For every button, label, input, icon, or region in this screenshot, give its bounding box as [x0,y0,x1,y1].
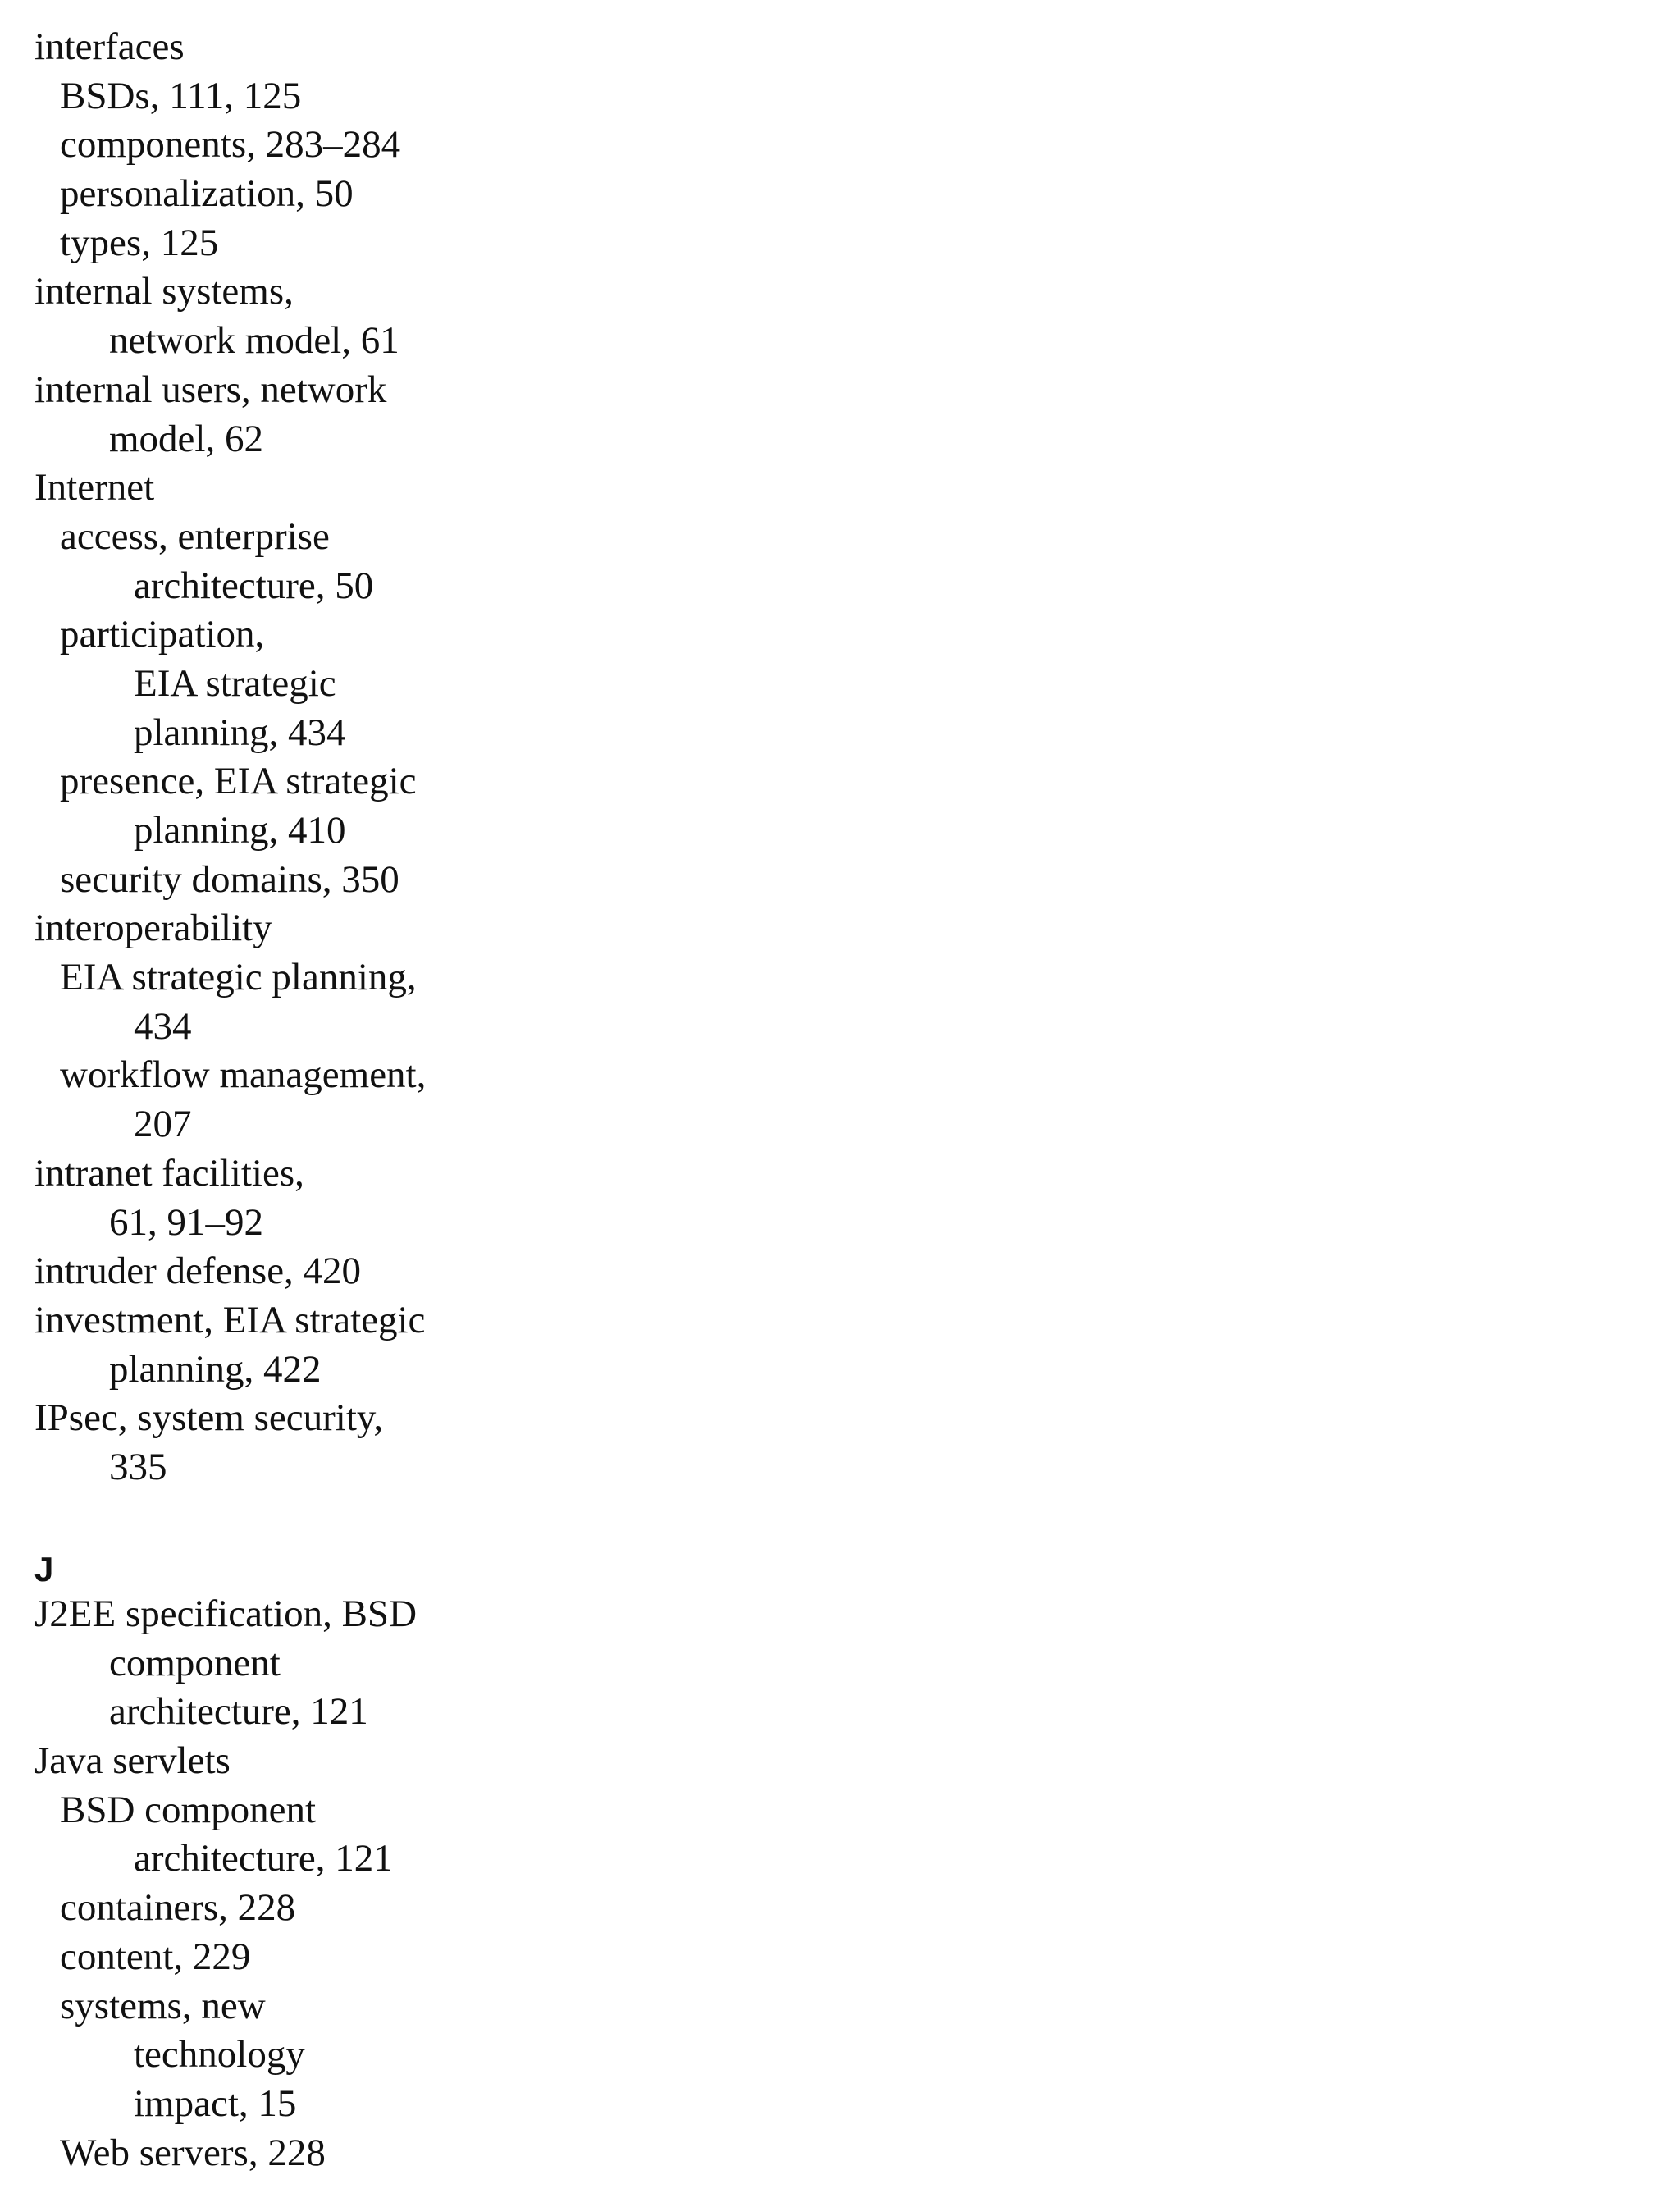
index-entry-line: planning, 422 [109,1347,322,1391]
index-entry-line: planning, 410 [134,809,346,852]
index-entries-j [34,1590,543,2177]
index-entry-line: 207 [134,1103,192,1146]
index-entry-line: BSD component [60,1788,317,1831]
index-entry-line: architecture, 50 [134,564,374,607]
index-entry-line: Java servlets [34,1739,231,1783]
index-entry-line: containers, 228 [60,1886,296,1930]
index-entry-line: technology [134,2033,305,2077]
index-entry-line: planning, 434 [134,711,346,754]
index-entry-line: participation, [60,613,265,656]
index-entries-i [34,23,543,1492]
index-entry-line: internal systems, [34,270,294,313]
index-column [34,23,543,2177]
index-entry-line: 434 [134,1004,192,1048]
index-entry-line: personalization, 50 [60,172,354,216]
index-entry-line: J2EE specification, BSD [34,1592,418,1635]
section-gap [34,1492,543,1542]
index-entry-line: 335 [109,1445,167,1488]
index-entry-line: EIA strategic [134,661,336,705]
index-entry-line: types, 125 [60,221,219,264]
index-entry-line: component [109,1641,281,1684]
index-entry-line: presence, EIA strategic [60,760,417,803]
index-entry-line: investment, EIA strategic [34,1298,426,1341]
index-entry-line: interfaces [34,25,185,68]
index-entry-line: impact, 15 [134,2081,297,2125]
index-entry-line: model, 62 [109,417,263,460]
index-entry-line: Web servers, 228 [60,2131,326,2174]
index-entry-line: EIA strategic planning, [60,956,417,999]
index-entry-line: intranet facilities, [34,1151,304,1195]
index-entry-line: intruder defense, 420 [34,1250,362,1293]
index-entry-line: content, 229 [60,1935,251,1978]
index-entry-line: security domains, 350 [60,857,399,901]
index-entry-line: components, 283–284 [60,123,401,167]
index-entry-line: IPsec, system security, [34,1396,384,1440]
index-entry-line: 61, 91–92 [109,1200,263,1244]
index-entry-line: systems, new [60,1984,266,2027]
index-entry-line: internal users, network [34,368,387,411]
index-entry-line: access, enterprise [60,514,330,558]
index-entry-line: architecture, 121 [109,1690,368,1734]
index-entry-line: Internet [34,466,155,509]
index-entry-line: architecture, 121 [134,1837,393,1880]
index-entry-line: workflow management, [60,1053,427,1097]
index-entry-line: interoperability [34,907,272,950]
section-letter-heading: J [34,1550,54,1589]
index-entry-line: network model, 61 [109,319,399,363]
index-entry-line: BSDs, 111, 125 [60,74,302,117]
